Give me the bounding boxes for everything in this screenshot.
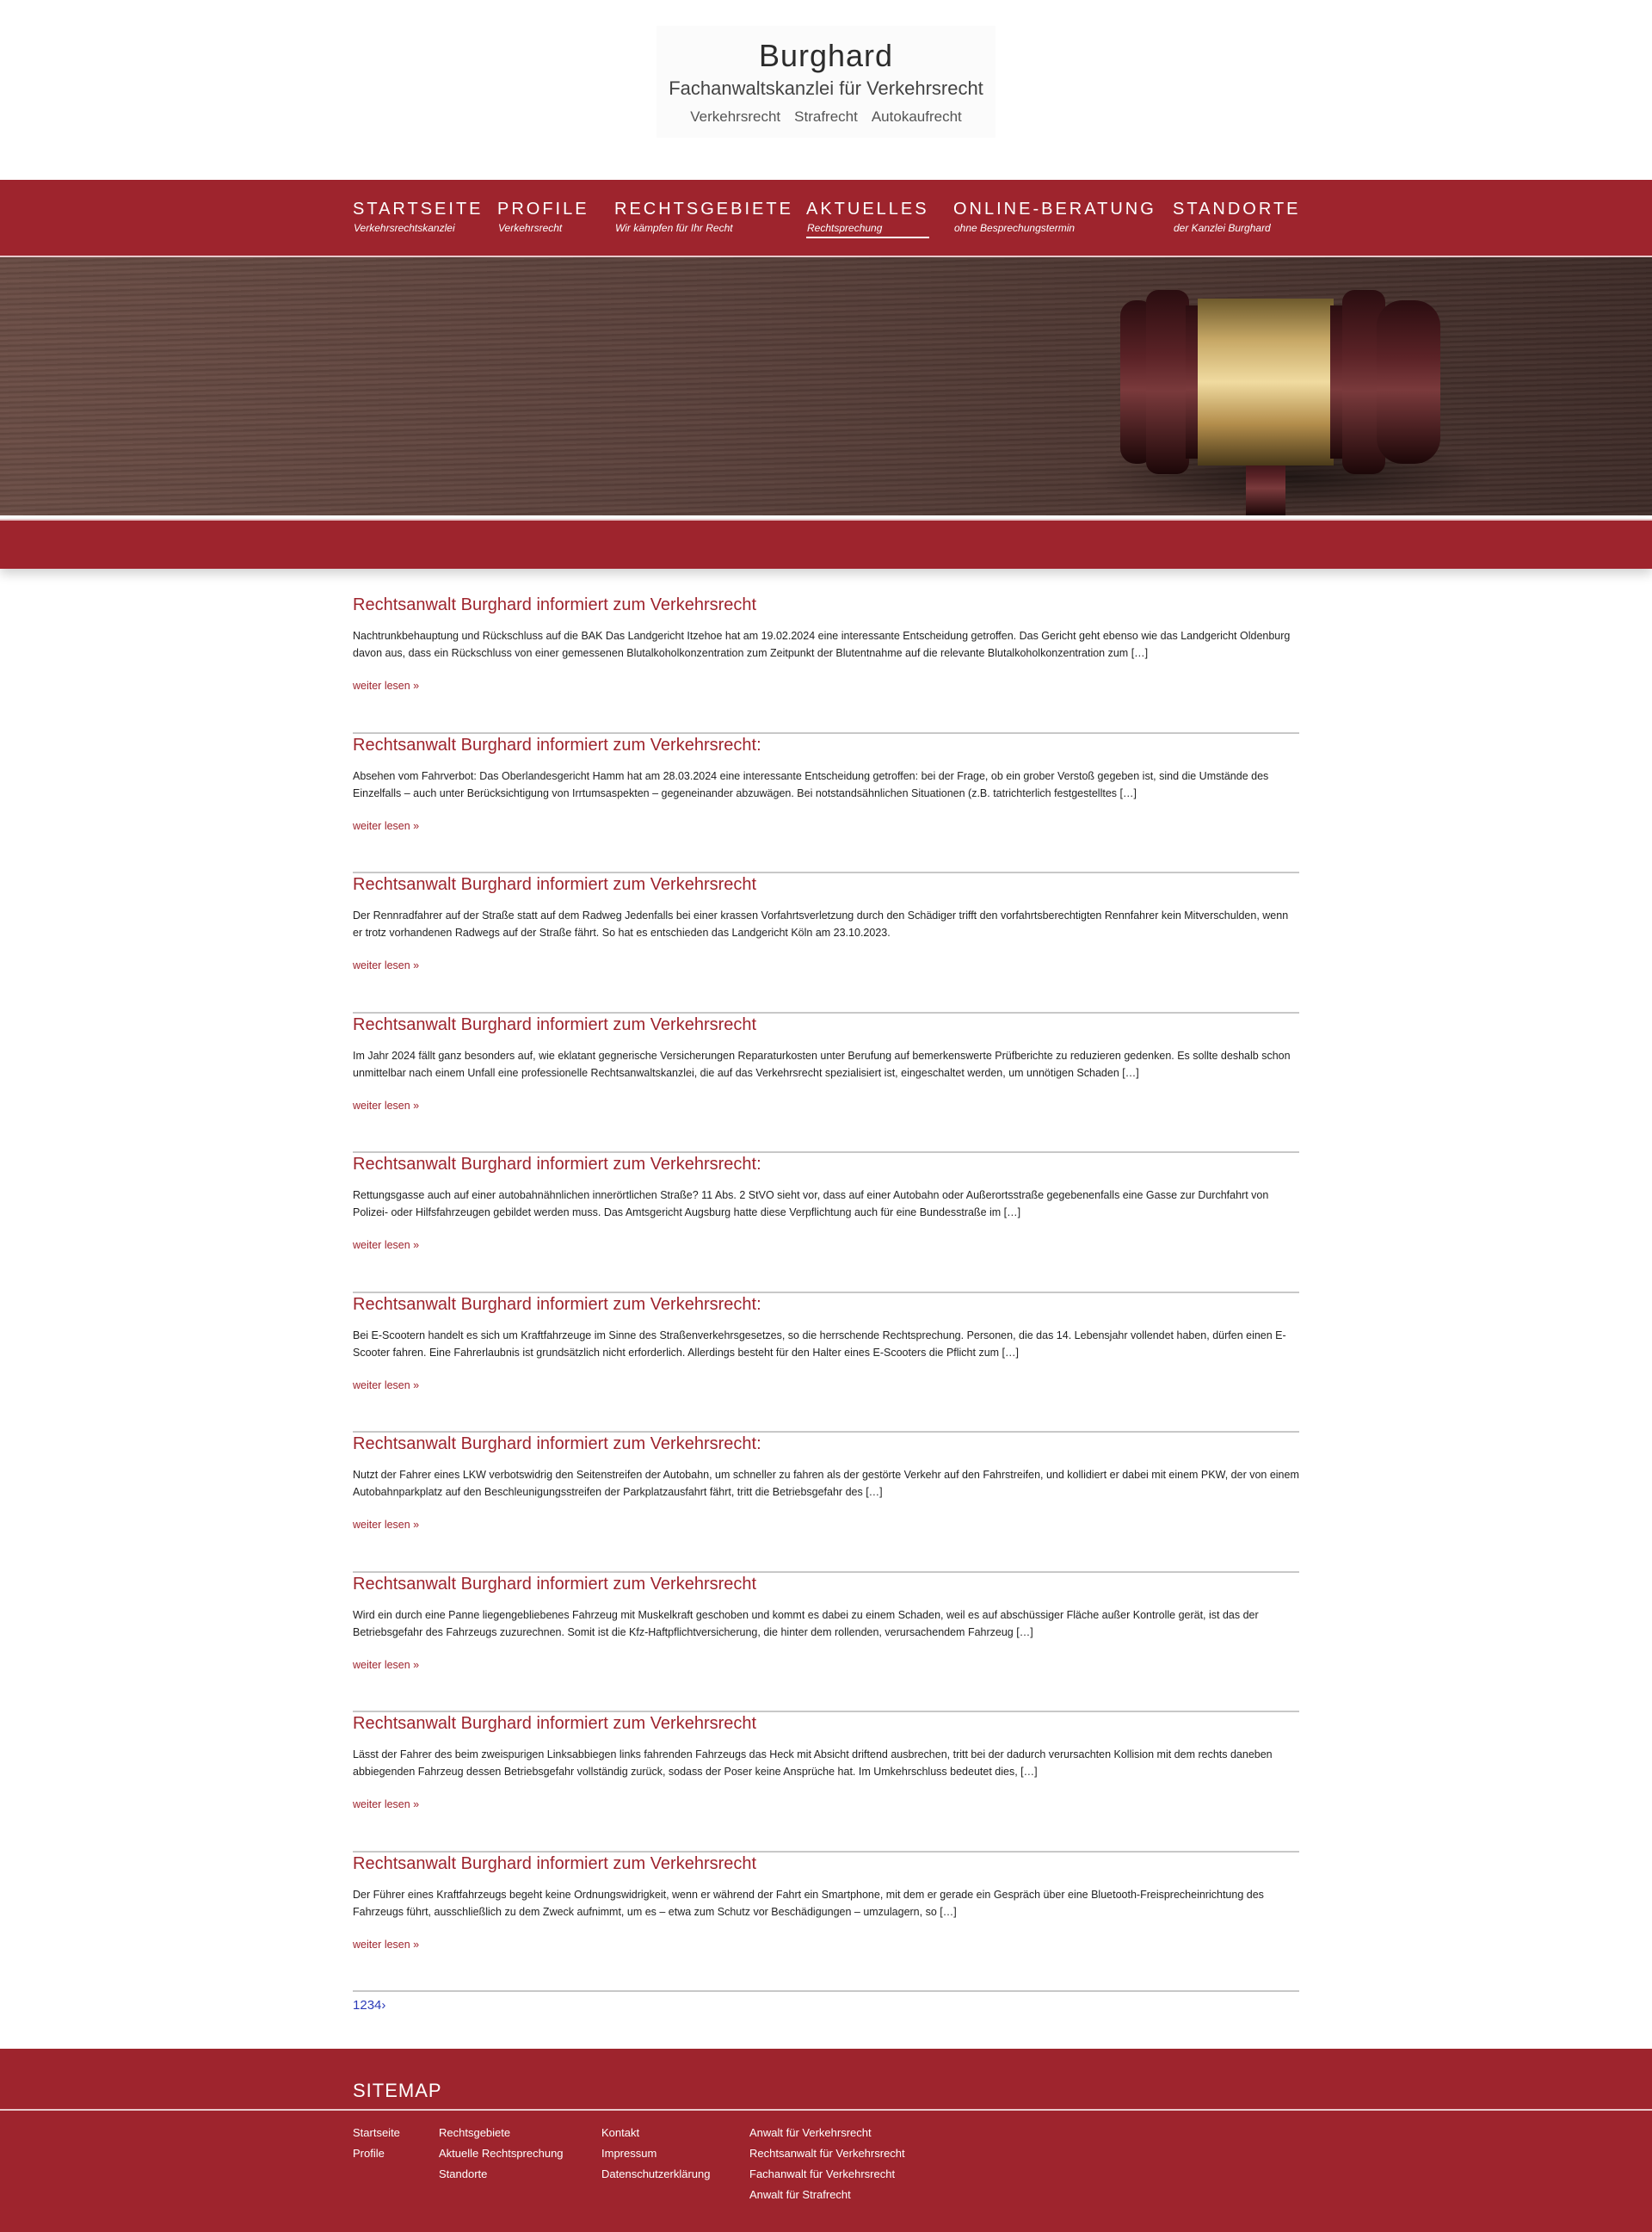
post-title[interactable]: Rechtsanwalt Burghard informiert zum Verkehrsrecht: bbox=[353, 1294, 761, 1314]
page-link[interactable]: 4 bbox=[374, 1998, 382, 2013]
logo-area: Autokaufrecht bbox=[871, 108, 962, 125]
sitemap-column bbox=[439, 2123, 564, 2185]
nav-item-standorte[interactable] bbox=[1173, 200, 1301, 234]
post-excerpt: Wird ein durch eine Panne liegengebliebenes Fahrzeug mit Muskelkraft geschoben und kommt es dabei zu einem Schaden, weil es auf abschüssiger Fläche außer Kontrolle gerät, ist das der Betriebsgefahr des Fahrzeugs zuzurechnen. Somit ist die Kfz-Haftpflichtversicherung, die hinter dem rollenden, verursachendem Fahrzeug […] bbox=[353, 1608, 1259, 1638]
footer-divider bbox=[0, 2109, 1652, 2111]
post-title[interactable]: Rechtsanwalt Burghard informiert zum Verkehrsrecht bbox=[353, 1714, 757, 1733]
read-more-link[interactable]: weiter lesen » bbox=[353, 1519, 420, 1531]
post bbox=[353, 594, 1299, 734]
hero-strip bbox=[0, 519, 1652, 569]
post-title[interactable]: Rechtsanwalt Burghard informiert zum Verkehrsrecht: bbox=[353, 1434, 761, 1453]
post bbox=[353, 1712, 1299, 1853]
nav-item-title: STARTSEITE bbox=[353, 200, 484, 219]
hero-image bbox=[0, 257, 1652, 515]
sitemap-link[interactable]: Anwalt für Verkehrsrecht bbox=[749, 2126, 872, 2139]
sitemap-link[interactable]: Profile bbox=[353, 2147, 385, 2160]
read-more-link[interactable]: weiter lesen » bbox=[353, 680, 420, 692]
logo-subtitle: Fachanwaltskanzlei für Verkehrsrecht bbox=[669, 77, 983, 99]
post bbox=[353, 734, 1299, 874]
read-more-link[interactable]: weiter lesen » bbox=[353, 1099, 420, 1112]
post-title[interactable]: Rechtsanwalt Burghard informiert zum Verkehrsrecht bbox=[353, 1853, 757, 1873]
logo[interactable] bbox=[656, 26, 996, 138]
nav-item-subtitle: der Kanzlei Burghard bbox=[1174, 222, 1271, 234]
post-excerpt: Der Rennradfahrer auf der Straße statt auf dem Radweg Jedenfalls bei einer krassen Vorfahrtsverletzung durch den Schädiger trifft den vorfahrtsberechtigten Rennfahrer kein Mitverschulden, wenn er trotz vorhandenen Radwegs auf der Straße fährt. So hat es entschieden das Landgericht Köln am 23.10.2023. bbox=[353, 909, 1289, 939]
sitemap-link[interactable]: Kontakt bbox=[601, 2126, 640, 2139]
nav-item-title: RECHTSGEBIETE bbox=[614, 200, 793, 219]
post bbox=[353, 1573, 1299, 1713]
logo-area: Strafrecht bbox=[794, 108, 858, 125]
read-more-link[interactable]: weiter lesen » bbox=[353, 1798, 420, 1810]
post-title[interactable]: Rechtsanwalt Burghard informiert zum Verkehrsrecht: bbox=[353, 735, 761, 755]
post-excerpt: Bei E-Scootern handelt es sich um Kraftfahrzeuge im Sinne des Straßenverkehrsgesetzes, so die herrschende Rechtsprechung. Personen, die das 14. Lebensjahr vollendet haben, dürfen einen E-Scooter fahren. Eine Fahrerlaubnis ist grundsätzlich nicht erforderlich. Allerdings besteht für den Halter eines E-Scooters die Pflicht zum […] bbox=[353, 1329, 1286, 1359]
post bbox=[353, 1853, 1299, 1993]
nav-item-subtitle: Wir kämpfen für Ihr Recht bbox=[615, 222, 733, 234]
page-link[interactable]: 3 bbox=[367, 1998, 375, 2013]
post-title[interactable]: Rechtsanwalt Burghard informiert zum Verkehrsrecht bbox=[353, 1574, 757, 1594]
nav-item-online-beratung[interactable] bbox=[953, 200, 1156, 234]
nav-item-subtitle: ohne Besprechungstermin bbox=[954, 222, 1076, 234]
nav-item-subtitle: Verkehrsrecht bbox=[498, 222, 563, 234]
main-navigation bbox=[0, 180, 1652, 257]
post-excerpt: Nachtrunkbehauptung und Rückschluss auf die BAK Das Landgericht Itzehoe hat am 19.02.2024 eine interessante Entscheidung getroffen. Das Gericht geht ebenso wie das Landgericht Oldenburg davon aus, dass ein Rückschluss von einer gemessenen Blutalkoholkonzentration zum Zeitpunkt der Blutentnahme auf die relevante Blutalkoholkonzentration zum […] bbox=[353, 630, 1291, 659]
nav-item-startseite[interactable] bbox=[353, 200, 484, 234]
sitemap-link[interactable]: Startseite bbox=[353, 2126, 400, 2139]
post bbox=[353, 1433, 1299, 1573]
site-header bbox=[0, 0, 1652, 180]
read-more-link[interactable]: weiter lesen » bbox=[353, 959, 420, 971]
sitemap-link[interactable]: Impressum bbox=[601, 2147, 657, 2160]
posts-list bbox=[353, 594, 1299, 1992]
nav-item-subtitle: Verkehrsrechtskanzlei bbox=[354, 222, 455, 234]
post-excerpt: Lässt der Fahrer des beim zweispurigen Linksabbiegen links fahrenden Fahrzeugs das Heck mit Absicht driftend ausbrechen, tritt bei der dadurch verursachten Kollision mit dem rechts daneben abbiegenden Fahrzeug dessen Betriebsgefahr vollständig zurück, sodass der Poser keine Ansprüche hat. Im Umkehrschluss bedeutet dies, […] bbox=[353, 1748, 1273, 1778]
logo-area: Verkehrsrecht bbox=[690, 108, 781, 125]
sitemap-link[interactable]: Anwalt für Strafrecht bbox=[749, 2188, 851, 2201]
nav-item-title: PROFILE bbox=[497, 200, 589, 219]
page-link[interactable]: 2 bbox=[360, 1998, 367, 2013]
nav-item-profile[interactable] bbox=[497, 200, 589, 234]
post bbox=[353, 1014, 1299, 1154]
sitemap-title: SITEMAP bbox=[353, 2080, 442, 2101]
footer bbox=[0, 2049, 1652, 2232]
post-excerpt: Absehen vom Fahrverbot: Das Oberlandesgericht Hamm hat am 28.03.2024 eine interessante Entscheidung getroffen: bei der Frage, ob ein grober Verstoß gegeben ist, sind die Umstände des Einzelfalls – auch unter Berücksichtigung von Irrtumsaspekten – gegeneinander abzuwägen. Bei notstandsähnlichen Situationen (z.B. tatrichterlich festgestelltes […] bbox=[353, 769, 1269, 799]
nav-item-title: AKTUELLES bbox=[806, 200, 929, 219]
post bbox=[353, 1293, 1299, 1434]
sitemap-link[interactable]: Standorte bbox=[439, 2167, 488, 2180]
read-more-link[interactable]: weiter lesen » bbox=[353, 1378, 420, 1391]
sitemap-column bbox=[749, 2123, 905, 2205]
post-excerpt: Rettungsgasse auch auf einer autobahnähnlichen innerörtlichen Straße? 11 Abs. 2 StVO sieht vor, dass auf einer Autobahn oder Außerortsstraße gegebenenfalls eine Gasse zur Durchfahrt von Polizei- oder Hilfsfahrzeugen gebildet werden muss. Das Amtsgericht Augsburg hatte diese Verpflichtung auch für eine Bundesstraße im […] bbox=[353, 1189, 1269, 1218]
logo-practice-areas bbox=[656, 108, 996, 126]
nav-item-title: ONLINE-BERATUNG bbox=[953, 200, 1156, 219]
logo-name: Burghard bbox=[758, 38, 894, 73]
pagination bbox=[353, 1998, 385, 2013]
sitemap-link[interactable]: Rechtsgebiete bbox=[439, 2126, 511, 2139]
read-more-link[interactable]: weiter lesen » bbox=[353, 1938, 420, 1951]
next-page-link[interactable]: › bbox=[381, 1998, 386, 2013]
post-title[interactable]: Rechtsanwalt Burghard informiert zum Verkehrsrecht bbox=[353, 595, 757, 614]
read-more-link[interactable]: weiter lesen » bbox=[353, 1239, 420, 1251]
post-excerpt: Der Führer eines Kraftfahrzeugs begeht keine Ordnungswidrigkeit, wenn er während der Fahrt ein Smartphone, mit dem er gerade ein Gespräch über eine Bluetooth-Freisprecheinrichtung des Fahrzeugs führt, ausschließlich zu dem Zweck aufnimmt, um es – etwa zum Schutz vor Beschädigungen – umzulagern, so […] bbox=[353, 1888, 1264, 1918]
post-title[interactable]: Rechtsanwalt Burghard informiert zum Verkehrsrecht bbox=[353, 875, 757, 894]
sitemap-column bbox=[353, 2123, 400, 2164]
sitemap-link[interactable]: Aktuelle Rechtsprechung bbox=[439, 2147, 564, 2160]
gavel-image bbox=[0, 257, 1652, 515]
post-title[interactable]: Rechtsanwalt Burghard informiert zum Verkehrsrecht bbox=[353, 1014, 757, 1034]
read-more-link[interactable]: weiter lesen » bbox=[353, 819, 420, 832]
sitemap-link[interactable]: Fachanwalt für Verkehrsrecht bbox=[749, 2167, 896, 2180]
nav-item-title: STANDORTE bbox=[1173, 200, 1301, 219]
nav-item-rechtsgebiete[interactable] bbox=[614, 200, 793, 234]
post-excerpt: Im Jahr 2024 fällt ganz besonders auf, wie eklatant gegnerische Versicherungen Reparaturkosten unter Berufung auf bemerkenswerte Prüfberichte zu reduzieren gedenken. Es sollte deshalb schon unmittelbar nach einem Unfall eine professionelle Rechtsanwaltskanzlei, die auf das Verkehrsrecht spezialisiert ist, eingeschaltet werden, um unnötigen Schaden […] bbox=[353, 1049, 1291, 1079]
page-current: 1 bbox=[353, 1998, 361, 2013]
sitemap-link[interactable]: Datenschutzerklärung bbox=[601, 2167, 711, 2180]
nav-item-subtitle: Rechtsprechung bbox=[807, 222, 883, 234]
nav-item-aktuelles[interactable] bbox=[806, 200, 929, 238]
post bbox=[353, 1153, 1299, 1293]
sitemap-link[interactable]: Rechtsanwalt für Verkehrsrecht bbox=[749, 2147, 905, 2160]
post bbox=[353, 873, 1299, 1014]
sitemap-column bbox=[601, 2123, 710, 2185]
post-title[interactable]: Rechtsanwalt Burghard informiert zum Verkehrsrecht: bbox=[353, 1155, 761, 1174]
post-excerpt: Nutzt der Fahrer eines LKW verbotswidrig den Seitenstreifen der Autobahn, um schneller zu fahren als der gestörte Verkehr auf den Fahrstreifen, und kollidiert er dabei mit einem PKW, der von einem Autobahnparkplatz auf den Beschleunigungsstreifen der Parkplatzausfahrt fährt, tritt die Betriebsgefahr des […] bbox=[353, 1469, 1299, 1498]
read-more-link[interactable]: weiter lesen » bbox=[353, 1658, 420, 1671]
